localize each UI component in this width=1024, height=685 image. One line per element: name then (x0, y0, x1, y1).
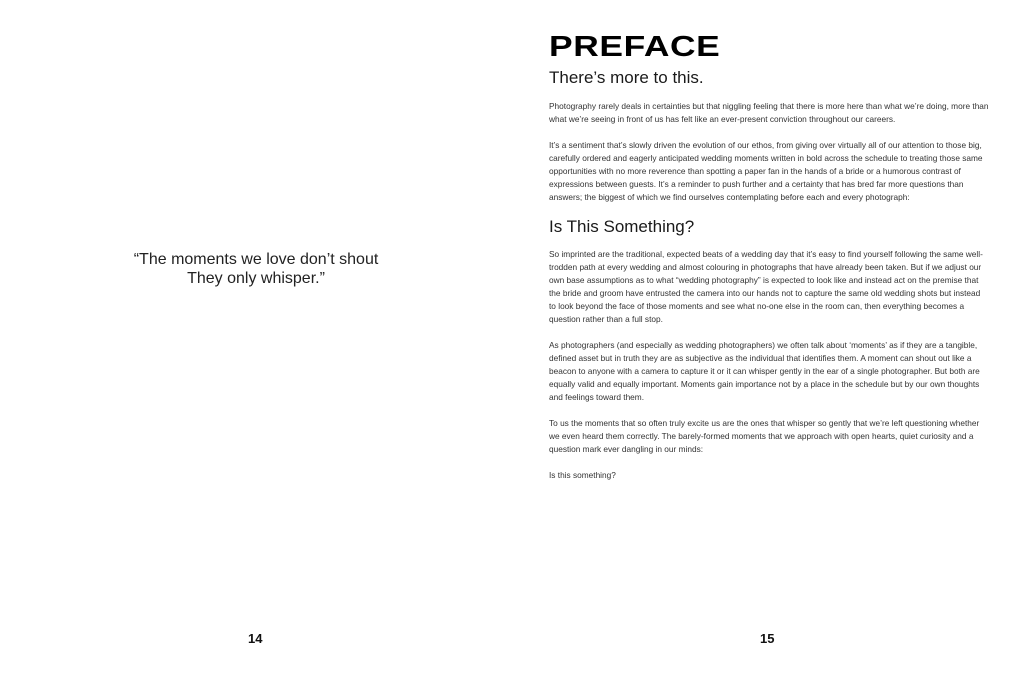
page-number-left: 14 (248, 631, 263, 646)
paragraph: To us the moments that so often truly excite us are the ones that whisper so gently that we’re left questioning whether we even heard them correctly. The barely-formed moments that we approach with open hearts, quiet curiosity and a question mark ever dangling in our minds: (549, 418, 980, 454)
closing-question: Is this something? (549, 470, 616, 480)
quote-line-2: They only whisper.” (187, 270, 325, 287)
page-number-right: 15 (760, 631, 775, 646)
preface-content (549, 32, 989, 495)
paragraph: Photography rarely deals in certainties but that niggling feeling that there is more here than what we’re doing, more than what we’re seeing in front of us has felt like an ever-present conviction throughout our careers. (549, 101, 989, 124)
page-title: PREFACE (549, 31, 721, 63)
page-subtitle: There’s more to this. (549, 68, 704, 87)
pull-quote (0, 250, 512, 288)
paragraph: As photographers (and especially as wedding photographers) we often talk about ‘moments’ as if they are a tangible, defined asset but in truth they are as subjective as the individual that identifies them. A moment can shout out like a beacon to anyone with a camera to capture it or it can whisper gently in the ear of a single photographer. But both are equally valid and equally important. Moments gain importance not by a place in the schedule but by our own thoughts and feelings toward them. (549, 340, 980, 402)
right-page (512, 0, 1024, 685)
paragraph: So imprinted are the traditional, expected beats of a wedding day that it’s easy to find yourself following the same well-trodden path at every wedding and almost colouring in photographs that have already been taken. But if we adjust our own base assumptions as to what “wedding photography” is expected to look like and instead act on the premise that the bride and groom have entrusted the camera into our hands not to capture the same old wedding shots but instead to look beyond the face of those moments and see what no-one else in the room can, then everything becomes a question rather than a full stop. (549, 249, 983, 324)
paragraph: It’s a sentiment that’s slowly driven the evolution of our ethos, from giving over virtually all of our attention to those big, carefully ordered and eagerly anticipated wedding moments written in bold across the schedule to treating those same opportunities with no more reverence than spotting a paper fan in the hands of a bride or a humorous contrast of expressions between guests. It’s a reminder to push further and a certainty that has bred far more questions than answers; the biggest of which we find ourselves contemplating before each and every photograph: (549, 140, 983, 202)
section-heading: Is This Something? (549, 217, 695, 236)
quote-line-1: “The moments we love don’t shout (133, 251, 379, 268)
